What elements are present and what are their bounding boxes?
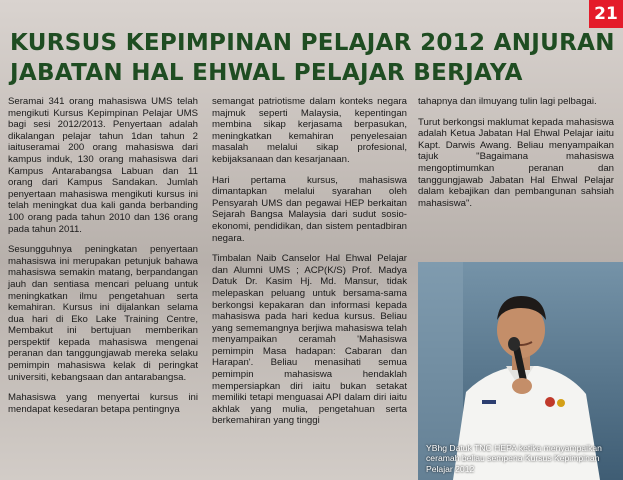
speaker-photo [418, 262, 623, 480]
column-2 [212, 96, 407, 436]
paragraph: Hari pertama kursus, mahasiswa dimantapkan melalui syarahan oleh Pensyarah UMS dan pegawai HEP berkaitan Sejarah Bangsa Malaysia dari sudut sosio-ekonomi, pendidikan, dan sistem pentadbiran negara. [212, 174, 407, 244]
paragraph: Mahasiswa yang menyertai kursus ini mendapat kesedaran betapa pentingnya [8, 392, 198, 415]
headline-line-1: KURSUS KEPIMPINAN PELAJAR 2012 ANJURAN [10, 30, 615, 56]
photo-caption: YBhg Datuk TNC HEPA ketika menyampaikan ceramah beliau sempena Kursus Kepimpinan Pelajar 2012 [426, 442, 602, 474]
article-headline [10, 28, 615, 88]
paragraph: Turut berkongsi maklumat kepada mahasiswa adalah Ketua Jabatan Hal Ehwal Pelajar iaitu Kapt. Darwis Awang. Beliau menyampaikan tajuk "Bagaimana mahasiswa mengoptimumkan peranan dan tanggungjawab Jabatan Hal Ehwal Pelajar dalam kebajikan dan pembangunan sahsiah mahasiswa". [418, 116, 614, 209]
paragraph: Seramai 341 orang mahasiswa UMS telah mengikuti Kursus Kepimpinan Pelajar UMS bagi sesi 2012/2013. Penyertaan adalah dikalangan pelajar tahun 1dan tahun 2 iaituseramai 200 orang mahasiswa dari kampus induk, 130 orang mahasiswa dari Kampus Antarabangsa Labuan dan 11 orang dari Kampus Sandakan. Jumlah penyertaan mahasiswa mengikuti kursus ini telah meningkat dua kali ganda berbanding 100 orang pada tahun 2010 dan 136 orang pada tahun 2011. [8, 96, 198, 235]
paragraph: Timbalan Naib Canselor Hal Ehwal Pelajar dan Alumni UMS ; ACP(K/S) Prof. Madya Datuk Dr. Kasim Hj. Md. Mansur, tidak melepaskan peluang untuk bersama-sama berkongsi kepakaran dan informasi kepada mahasiswa pada hari kedua kursus. Beliau yang sememangnya berjiwa mahasiswa telah menyampaikan ceramah 'Mahasiswa pemimpin Masa hadapan: Cabaran dan Harapan'. Beliau menasihati semua pemimpin mahasiswa hendaklah mempersiapkan diri iaitu bukan setakat memiliki tetapi menguasai API dalam diri iaitu akhlak yang mulia, pengetahuan serta berkemahiran yang tinggi [212, 253, 407, 427]
page-number: 21 [589, 0, 623, 28]
column-1 [8, 96, 198, 424]
column-3 [418, 96, 614, 218]
paragraph: Sesungguhnya peningkatan penyertaan mahasiswa ini merupakan petunjuk bahawa mahasiswa semakin matang, berpandangan jauh dan sentiasa mencari peluang untuk meningkatkan ilmu pengetahuan serta kemahiran. Kursus ini dijalankan selama dua hari di Eko Lake Training Centre, Membakut ini bertujuan memberikan perspektif kepada mahasiswa mengenai peranan dan tanggungjawab mereka selaku pemimpin mahasiswa kelak di peringkat universiti, kebangsaan dan antarabangsa. [8, 244, 198, 383]
paragraph: tahapnya dan ilmuyang tulin lagi pelbagai. [418, 96, 597, 107]
paragraph: semangat patriotisme dalam konteks negara majmuk seperti Malaysia, kepentingan membina sikap kerjasama berpasukan, meningkatkan kemahiran penyelesaian masalah melalui sikap profesional, kebijaksanaan dan kesarjanaan. [212, 96, 407, 165]
headline-line-2: JABATAN HAL EHWAL PELAJAR BERJAYA [10, 60, 523, 86]
